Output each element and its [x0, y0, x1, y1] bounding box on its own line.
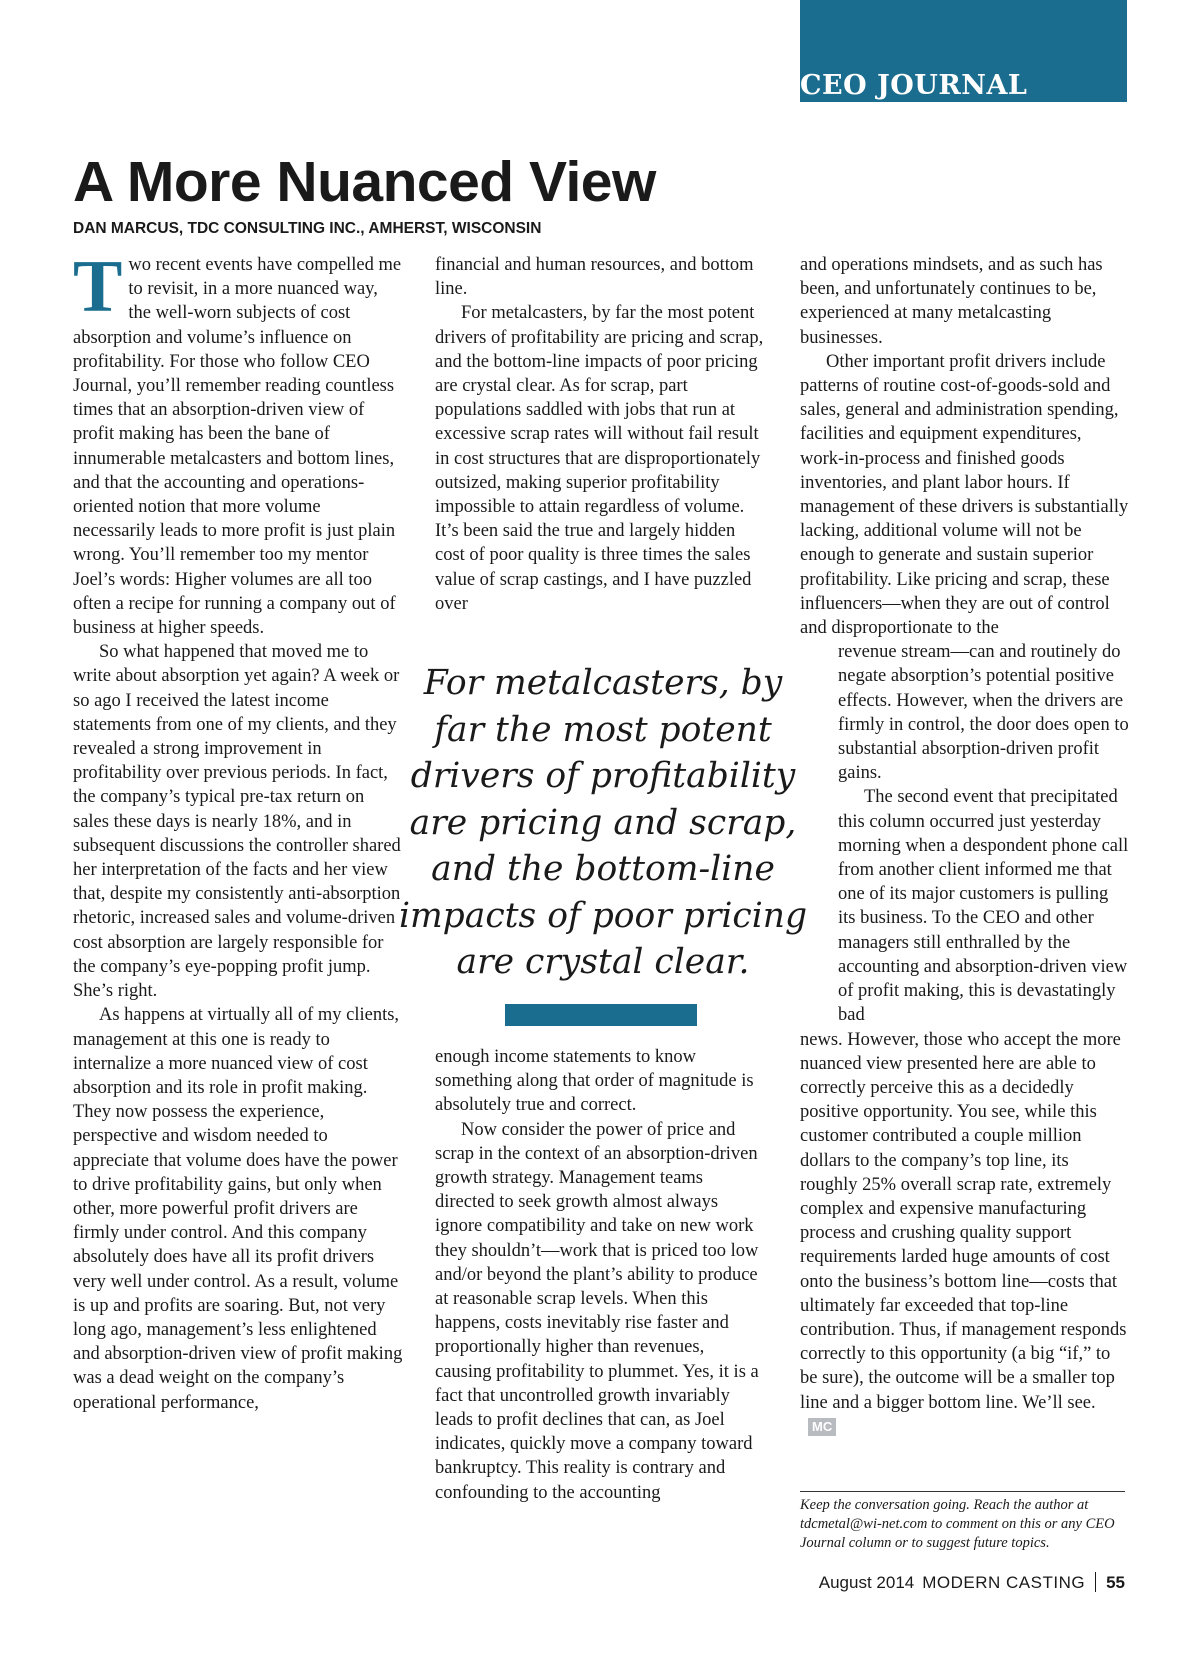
paragraph: and operations mindsets, and as such has been, and unfortunately continues to be, experienced at many metalcasting businesses. [800, 255, 1103, 348]
paragraph: revenue stream—can and routinely do negate absorption’s potential positive effects. However, when the drivers are firmly in control, the door does open to substantial absorption-driven profit gains. [838, 642, 1129, 784]
contact-divider [800, 1491, 1125, 1492]
section-label: CEO JOURNAL [800, 70, 1028, 101]
author-contact-note: Keep the conversation going. Reach the author at tdcmetal@wi-net.com to comment on this or any CEO Journal column or to suggest future topics. [800, 1497, 1115, 1551]
article-column-3 [800, 253, 1130, 1439]
pull-quote: For metalcasters, by far the most potent drivers of profitability are pricing and scrap, and the bottom-line impacts of poor pricing are crystal clear. [398, 663, 808, 982]
paragraph: Two recent events have compelled me to revisit, in a more nuanced way, the well-worn subjects of cost absorption and volume’s influence on profitability. For those who follow CEO Journal, you’ll remember reading countless times that an absorption-driven view of profit making has been the bane of innumerable metalcasters and bottom lines, and that the accounting and operations-oriented notion that more volume necessarily leads to more profit is just plain wrong. You’ll remember too my mentor Joel’s words: Higher volumes are all too often a recipe for running a company out of business at higher speeds. [73, 246, 402, 639]
article-column-1 [73, 246, 403, 1415]
article-column-2-top [435, 253, 765, 616]
paragraph: financial and human resources, and bottom line. [435, 255, 754, 300]
article-title: A More Nuanced View [73, 150, 656, 214]
end-of-article-badge: MC [808, 1418, 836, 1436]
paragraph: So what happened that moved me to write about absorption yet again? A week or so ago I received the latest income statements from one of my clients, and they revealed a strong improvement in profitability over previous periods. In fact, the company’s typical pre-tax return on sales these days is nearly 18%, and in subsequent discussions the controller shared her interpretation of the facts and her view that, despite my consistently anti-absorption rhetoric, increased sales and volume-driven cost absorption are largely responsible for the company’s eye-popping profit jump. She’s right. [73, 642, 401, 1002]
drop-cap: T [73, 246, 123, 328]
footer-divider [1095, 1572, 1096, 1592]
issue-date: August 2014 [818, 1573, 915, 1592]
magazine-name: MODERN CASTING [922, 1573, 1086, 1592]
paragraph: Now consider the power of price and scrap in the context of an absorption-driven growth strategy. Management teams directed to seek growth almost always ignore compatibility and take on new work they shouldn’t—work that is priced too low and/or beyond the plant’s ability to produce at reasonable scrap levels. When this happens, costs inevitably rise faster and proportionally higher than revenues, causing profitability to plummet. Yes, it is a fact that uncontrolled growth invariably leads to profit declines that can, as Joel indicates, quickly move a company toward bankruptcy. This reality is contrary and confounding to the accounting [435, 1119, 759, 1503]
paragraph: enough income statements to know something along that order of magnitude is absolutely true and correct. [435, 1047, 754, 1116]
paragraph: As happens at virtually all of my clients, management at this one is ready to internalize a more nuanced view of cost absorption and its role in profit making. They now possess the experience, perspective and wisdom needed to appreciate that volume does have the power to drive profitability gains, but only when other, more powerful profit drivers are firmly under control. And this company absolutely does have all its profit drivers very well under control. As a result, volume is up and profits are soaring. But, not very long ago, management’s less enlightened and absorption-driven view of profit making was a dead weight on the company’s operational performance, [73, 1005, 403, 1413]
wrapped-text-block [800, 640, 1130, 1027]
pull-quote-bar [505, 1004, 697, 1026]
paragraph: news. However, those who accept the more nuanced view presented here are able to correctly perceive this as a decidedly positive opportunity. You see, while this customer contributed a couple million dollars to the company’s top line, its roughly 25% overall scrap rate, extremely complex and expensive manufacturing process and crushing quality support requirements larded huge amounts of cost onto the business’s bottom line—costs that ultimately far exceeded that top-line contribution. Thus, if management responds correctly to this opportunity (a big “if,” to be sure), the outcome will be a smaller top line and a bigger bottom line. We’ll see.MC [800, 1029, 1127, 1434]
page-footer [819, 1572, 1125, 1593]
page-number: 55 [1106, 1573, 1125, 1592]
paragraph: Other important profit drivers include patterns of routine cost-of-goods-sold and sales, general and administration spending, facilities and equipment expenditures, work-in-process and finished goods inventories, and plant labor hours. If management of these drivers is substantially lacking, additional volume will not be enough to generate and sustain superior profitability. Like pricing and scrap, these influencers—when they are out of control and disproportionate to the [800, 351, 1129, 639]
article-byline: DAN MARCUS, TDC CONSULTING INC., AMHERST, WISCONSIN [73, 220, 542, 237]
paragraph: The second event that precipitated this column occurred just yesterday morning when a despondent phone call from another client informed me that one of its major customers is pulling its business. To the CEO and other managers still enthralled by the accounting and absorption-driven view of profit making, this is devastatingly bad [838, 787, 1129, 1026]
article-column-2-bottom [435, 1045, 765, 1505]
paragraph: For metalcasters, by far the most potent drivers of profitability are pricing and scrap, and the bottom-line impacts of poor pricing are crystal clear. As for scrap, part populations saddled with jobs that run at excessive scrap rates will without fail result in cost structures that are disproportionately outsized, making superior profitability impossible to attain regardless of volume. It’s been said the true and largely hidden cost of poor quality is three times the sales value of scrap castings, and I have puzzled over [435, 303, 764, 614]
